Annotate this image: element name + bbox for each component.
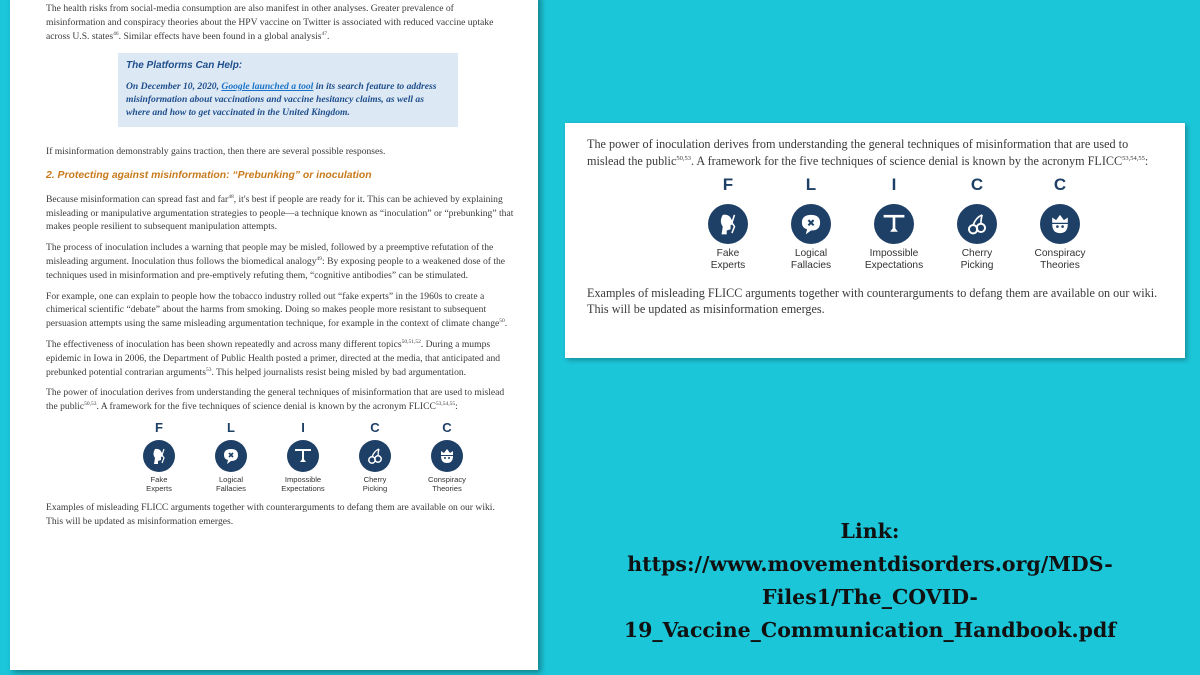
fake-experts-icon <box>708 204 748 244</box>
flicc-letter: C <box>370 419 380 435</box>
cherry-picking-icon <box>957 204 997 244</box>
fake-experts-icon <box>143 440 175 472</box>
flicc-item-conspiracy-theories <box>418 421 476 493</box>
link-url-line-3[interactable]: 19_Vaccine_Communication_Handbook.pdf <box>623 618 1117 642</box>
cherry-picking-icon <box>359 440 391 472</box>
logical-fallacies-icon <box>215 440 247 472</box>
flicc-label: Logical Fallacies <box>790 247 832 272</box>
flicc-label: Impossible Expectations <box>281 474 325 493</box>
impossible-expectations-icon <box>287 440 319 472</box>
google-tool-link[interactable]: Google launched a tool <box>221 81 314 93</box>
flicc-letter: I <box>301 419 305 435</box>
paragraph-intro: The health risks from social-media consumption are also manifest in other analyses. Greater prevalence of misinformation and conspiracy theories about the HPV vaccine on Twitter is associated with reduced vaccine uptake across U.S. states$^{46}$. Similar effects have been found in a global analysis$^{47}$. <box>46 3 494 42</box>
flicc-label: Cherry Picking <box>362 474 388 493</box>
flicc-label: Fake Experts <box>146 474 172 493</box>
paragraph-power-zoomed: The power of inoculation derives from understanding the general techniques of misinformation that are used to mislead the public$^{50,53}$. A framework for the five techniques of science denial is known by the acronym FLICC$^{53,54,55}$: <box>587 137 1149 168</box>
flicc-item-impossible-expectations <box>274 421 332 493</box>
flicc-letter: F <box>722 175 734 195</box>
flicc-label: Logical Fallacies <box>216 474 246 493</box>
flicc-label: Cherry Picking <box>960 247 994 272</box>
flicc-item-fake-experts <box>130 421 188 493</box>
flicc-item-fake-experts <box>699 177 757 272</box>
flicc-label: Impossible Expectations <box>864 247 924 272</box>
source-link <box>560 515 1180 647</box>
paragraph-power: The power of inoculation derives from understanding the general techniques of misinformation that are used to mislead the public$^{50,53}$. A framework for the five techniques of science denial is known by the acronym FLICC$^{53,54,55}$: <box>46 387 505 413</box>
link-url-line-1[interactable]: https://www.movementdisorders.org/MDS- <box>627 552 1113 576</box>
flicc-item-conspiracy-theories <box>1031 177 1089 272</box>
conspiracy-theories-icon <box>431 440 463 472</box>
zoomed-excerpt <box>565 123 1185 358</box>
platforms-callout <box>118 53 458 127</box>
flicc-letter: C <box>442 419 452 435</box>
flicc-item-impossible-expectations <box>865 177 923 272</box>
link-label: Link: <box>840 519 900 543</box>
document-page <box>10 0 538 670</box>
flicc-item-cherry-picking <box>948 177 1006 272</box>
flicc-letter: C <box>1053 175 1067 195</box>
paragraph-effectiveness: The effectiveness of inoculation has been shown repeatedly and across many different topics$^{50,51,52}$. During a mumps epidemic in Iowa in 2006, the Department of Public Health posted a primer, directed at the media, that anticipated and prebunked potential contrarian arguments$^{53}$. This helped journalists resist being misled by bad argumentation. <box>46 338 501 378</box>
paragraph-examples: Examples of misleading FLICC arguments together with counterarguments to defang them are available on our wiki. This will be updated as misinformation emerges. <box>46 501 495 527</box>
paragraph-examples-zoomed: Examples of misleading FLICC arguments together with counterarguments to defang them are available on our wiki. This will be updated as misinformation emerges. <box>587 285 1158 317</box>
flicc-label: Fake Experts <box>710 247 746 272</box>
flicc-letter: C <box>970 175 984 195</box>
logical-fallacies-icon <box>791 204 831 244</box>
conspiracy-theories-icon <box>1040 204 1080 244</box>
paragraph-traction: If misinformation demonstrably gains traction, then there are several possible responses. <box>46 146 386 158</box>
flicc-letter: L <box>805 175 817 195</box>
flicc-framework-zoomed <box>587 177 1165 272</box>
impossible-expectations-icon <box>874 204 914 244</box>
paragraph-process: The process of inoculation includes a warning that people may be misled, followed by a preemptive refutation of the misleading argument. Inoculation thus follows the biomedical analogy$^{49}$: By exposing people to a weakened dose of the techniques used in misinformation and pre-emptively refuting them, “cognitive antibodies” can be stimulated. <box>46 242 506 281</box>
callout-body: On December 10, 2020, Google launched a tool in its search feature to address misinformation about vaccinations and vaccine hesitancy claims, as well as where and how to get vaccinated in the United Kingdom. <box>126 81 437 119</box>
flicc-framework <box>46 421 514 493</box>
flicc-label: Conspiracy Theories <box>1034 247 1086 272</box>
link-url-line-2[interactable]: Files1/The_COVID- <box>762 585 978 609</box>
flicc-label: Conspiracy Theories <box>428 474 466 493</box>
flicc-item-logical-fallacies <box>782 177 840 272</box>
flicc-item-cherry-picking <box>346 421 404 493</box>
flicc-letter: I <box>891 175 897 195</box>
paragraph-tobacco: For example, one can explain to people how the tobacco industry rolled out “fake experts” in the 1960s to create a chimerical scientific “debate” about the harms from smoking. Doing so makes people more resistant to subsequent persuasion attempts using the same misleading argumentation technique, for example in the context of climate change$^{50}$. <box>46 290 508 330</box>
callout-heading: The Platforms Can Help: <box>126 60 243 72</box>
section-heading-prebunking: 2. Protecting against misinformation: “Prebunking” or inoculation <box>46 169 372 181</box>
flicc-letter: F <box>155 419 163 435</box>
paragraph-ready: Because misinformation can spread fast and far$^{48}$, it's best if people are ready for it. This can be achieved by explaining misleading or manipulative argumentation strategies to people—a technique known as “inoculation” or “prebunking” that makes people resilient to subsequent manipulation attempts. <box>46 193 514 233</box>
flicc-item-logical-fallacies <box>202 421 260 493</box>
flicc-letter: L <box>227 419 235 435</box>
